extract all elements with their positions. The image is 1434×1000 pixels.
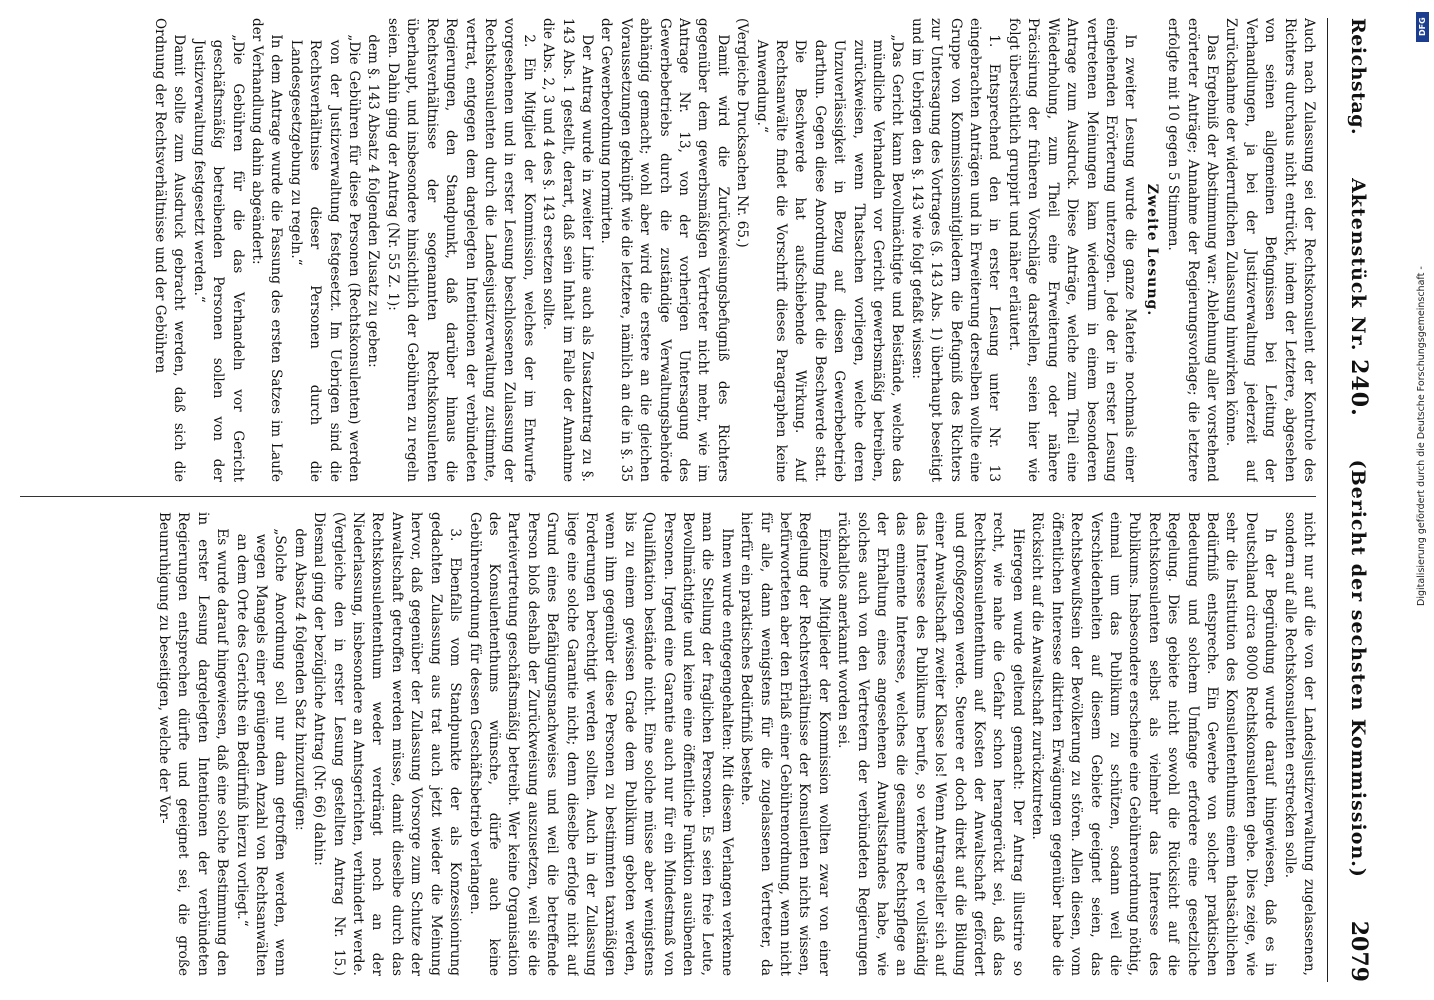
page-number: 2079 (1346, 920, 1372, 982)
digitization-credit (1414, 6, 1430, 994)
quotation: „Solche Anordnung soll nur dann getroffen werden, wenn wegen Mangels einer genügenden Anzahl von Rechtsanwälten an dem Orte des Gerichts ein Bedürfniß hierzu vorliegt.“ (233, 528, 289, 976)
credit-text: Digitalisierung gefördert durch die Deutsche Forschungsgemeinschaft - (1416, 266, 1427, 606)
paragraph: Auch nach Zulassung sei der Rechtskonsulent der Kontrole des Richters durchaus nicht entrückt, indem der Letztere, abgesehen von seinen allgemeinen Befugnissen bei Leitung der Verhandlungen, ja bei der Justizverwaltung jederzeit auf Zurücknahme der widerruflichen Zulassung hinwirken könne. (1223, 18, 1317, 482)
header-section-title: (Bericht der sechsten Kommission.) (1347, 459, 1369, 878)
paragraph: 2. Ein Mitglied der Kommission, welches der im Entwurfe vorgesehenen und in erster Lesung beschlossenen Zulassung der Rechtskonsulenten durch die Landesjustizverwaltung zustimmte, vertrat, entgegen dem dargelegten Intentionen der verbündeten Regierungen, den Standpunkt, daß darüber hinaus die Rechtsverhältnisse der sogenannten Rechtskonsulenten überhaupt, und insbesondere hinsichtlich der Gebühren zu regeln seien. Dahin ging der Antrag (Nr. 55 Z. 1): (384, 18, 537, 482)
dfg-logo: DFG (1416, 12, 1429, 42)
left-column (16, 18, 1318, 482)
paragraph: Damit wird die Zurückweisungsbefugniß des Richters gegenüber dem gewerbsmäßigen Vertreter nicht mehr, wie im Antrage Nr. 13, von der vorherigen Untersagung des Gewerbebetriebs durch die zuständige Verwaltungsbehörde abhängig gemacht; wohl aber wird die erstere an die gleichen Voraussetzungen geknüpft wie die letztere, nämlich an die in §. 35 der Gewerbeordnung normirten. (598, 18, 731, 482)
paragraph: In dem Antrage wurde die Fassung des ersten Satzes im Laufe der Verhandlung dahin abgeändert: (249, 18, 285, 482)
header-rule (1327, 18, 1328, 982)
section-heading: Zweite Lesung. (1143, 183, 1160, 317)
header-left-title: Reichstag. (1347, 18, 1369, 136)
page-header (1332, 18, 1372, 982)
paragraph: dem Absatz 4 folgenden Satz hinzuzufügen: (291, 528, 308, 831)
header-document-id: 240. (1346, 359, 1372, 417)
paragraph: 3. Ebenfalls vom Standpunkte der als Konzessionirung gedachten Zulassung aus trat auch jetzt wieder die Meinung hervor, daß gegenüber der Zulassung Vorsorge zum Schutze der Anwaltschaft getroffen werden müsse, damit dieselbe durch das Rechtskonsulententhum weder verdrängt noch an der Niederlassung, insbesondere an Amtsgerichten, verhindert werde. (Vergleiche den in erster Lesung gestellten Antrag Nr. 15.) Diesmal ging der bezügliche Antrag (Nr. 66) dahin: (311, 512, 464, 976)
paragraph: Es wurde darauf hingewiesen, daß eine solche Bestimmung den in erster Lesung dargelegten Intentionen der verbündeten Regierungen entsprechen dürfte und geeignet sei, die große Beunruhigung zu beseitigen, welche der Vor- (156, 512, 231, 976)
paragraph: Der Antrag wurde in zweiter Linie auch als Zusatzantrag zu §. 143 Abs. 1 gestellt, derart, daß sein Inhalt im Falle der Annahme die Abs. 2, 3 und 4 des §. 143 ersetzen sollte. (540, 18, 595, 482)
paragraph: 1. Entsprechend den in erster Lesung unter Nr. 13 eingebrachten Anträgen und in Erweiterung derselben wollte eine Gruppe von Kommissionsmitgliedern die Befugniß des Richters zur Untersagung des Vortrages (§. 143 Abs. 1) überhaupt beseitigt und im Uebrigen den §. 143 wie folgt gefaßt wissen: (908, 18, 1003, 482)
quotation: „Die Gebühren für die das Verhandeln vor Gericht geschäftsmäßig betreibenden Personen sollen von der Justizverwaltung festgesetzt werden.“ (190, 34, 246, 482)
paragraph: nicht nur auf die von der Landesjustizverwaltung zugelassenen, sondern auf alle Rechtskonsulenten erstrecken solle. (1281, 512, 1317, 976)
paragraph: Hiergegen wurde geltend gemacht: Der Antrag illustrire so recht, wie nahe die Gefahr schon herangerückt sei, daß das Rechtskonsulententhum auf Kosten der Anwaltschaft gefördert und großgezogen werde. Steuere er doch direkt auf die Bildung einer Anwaltschaft zweiter Klasse los! Wenn Antragsteller sich auf das Interesse des Publikums berufe, so verkenne er vollständig das eminente Interesse, welches die gesammte Rechtspflege an der Erhaltung eines angesehenen Anwaltsstandes habe, wie solches auch von den Vertretern der verbündeten Regierungen rückhaltlos anerkannt worden sei. (835, 512, 1026, 976)
paragraph: In der Begründung wurde darauf hingewiesen, daß es in Deutschland circa 8000 Rechtskonsulenten gebe. Dies zeige, wie sehr die Institution des Konsulententhums einem thatsächlichen Bedürfniß entspreche. Ein Gewerbe von solcher praktischen Bedeutung und solchem Umfange erfordere eine gesetzliche Regelung. Dies gebiete nicht sowohl die Rücksicht auf die Rechtskonsulenten selbst als vielmehr das Interesse des Publikums. Insbesondere erscheine eine Gebührenordnung nöthig, einmal um das Publikum zu schützen, sodann weil die Verschiedenheiten auf diesem Gebiete geeignet seien, das Rechtsbewußtsein der Bevölkerung zu stören. Allen diesen, vom öffentlichen Interesse diktirten Erwägungen gegenüber habe die Rücksicht auf die Anwaltschaft zurückzutreten. (1029, 512, 1279, 976)
header-document-number (1346, 178, 1372, 417)
right-column (16, 512, 1318, 976)
paragraph: Das Ergebniß der Abstimmung war: Ablehnung aller vorstehend erörterter Anträge; Annahme der Regierungsvorlage; die letztere erfolgte mit 10 gegen 5 Stimmen. (1165, 18, 1220, 482)
reference: (Vergleiche Drucksachen Nr. 65.) (734, 18, 751, 248)
header-document-prefix: Aktenstück Nr. (1347, 178, 1369, 352)
paragraph: dem §. 143 Absatz 4 folgenden Zusatz zu geben: (365, 34, 382, 368)
quotation: „Die Gebühren für diese Personen (Rechtskonsulenten) werden von der Justizverwaltung festgesetzt. Im Uebrigen sind die Rechtsverhältnisse dieser Personen durch die Landesgesetzgebung zu regeln.“ (287, 34, 363, 482)
paragraph: Einzelne Mitglieder der Kommission wollten zwar von einer Regelung der Rechtsverhältnisse der Konsulenten nichts wissen, befürworteten aber den Erlaß einer Gebührenordnung, wenn nicht für alle, dann wenigstens für die zugelassenen Vertreter, da hierfür ein praktisches Bedürfniß bestehe. (738, 512, 832, 976)
column-separator (20, 496, 1316, 497)
paragraph: Damit sollte zum Ausdruck gebracht werden, daß sich die Ordnung der Rechtsverhältnisse und der Gebühren (152, 18, 188, 482)
paragraph: In zweiter Lesung wurde die ganze Materie nochmals einer eingehenden Erörterung unterzogen. Jede der in erster Lesung vertretenen Meinungen kam wiederum in einem besonderen Antrage zum Ausdruck. Diese Anträge, welche zum Theil eine Wiederholung, zum Theil eine Erweiterung oder nähere Präcisirung der früheren Vorschläge darstellen, seien hier wie folgt übersichtlich gruppirt und näher erläutert. (1005, 18, 1139, 482)
quotation: „Das Gericht kann Bevollmächtigte und Beistände, welche das mündliche Verhandeln vor Gericht gewerbsmäßig betreiben, zurückweisen, wenn Thatsachen vorliegen, welche deren Unzuverlässigkeit in Bezug auf diesen Gewerbebetrieb darthun. Gegen diese Anordnung findet die Beschwerde statt. Die Beschwerde hat aufschiebende Wirkung. Auf Rechtsanwälte findet die Vorschrift dieses Paragraphen keine Anwendung.“ (753, 34, 906, 482)
paragraph: Ihnen wurde entgegengehalten: Mit diesem Verlangen verkenne man die Stellung der fraglichen Personen. Es seien freie Leute, Bevollmächtigte und keine eine öffentliche Funktion ausübenden Personen. Irgend eine Garantie auch nur für ein Mindestmaß von Qualifikation bestände nicht. Eine solche müsse aber wenigstens bis zu einem gewissen Grade dem Publikum geboten werden, wenn ihm gegenüber diese Personen zu bestimmten taxmäßigen Forderungen berechtigt werden sollten. Auch in der Zulassung liege eine solche Garantie nicht; denn dieselbe erfolge nicht auf Grund eines Befähigungsnachweises und weil die betreffende Person bloß deshalb der Zurückweisung auszusetzen, weil sie die Parteivertretung geschäftsmäßig betreibt. Wer keine Organisation des Konsulententhums wünsche, dürfe auch keine Gebührenordnung für dessen Geschäftsbetrieb verlangen. (466, 512, 735, 976)
